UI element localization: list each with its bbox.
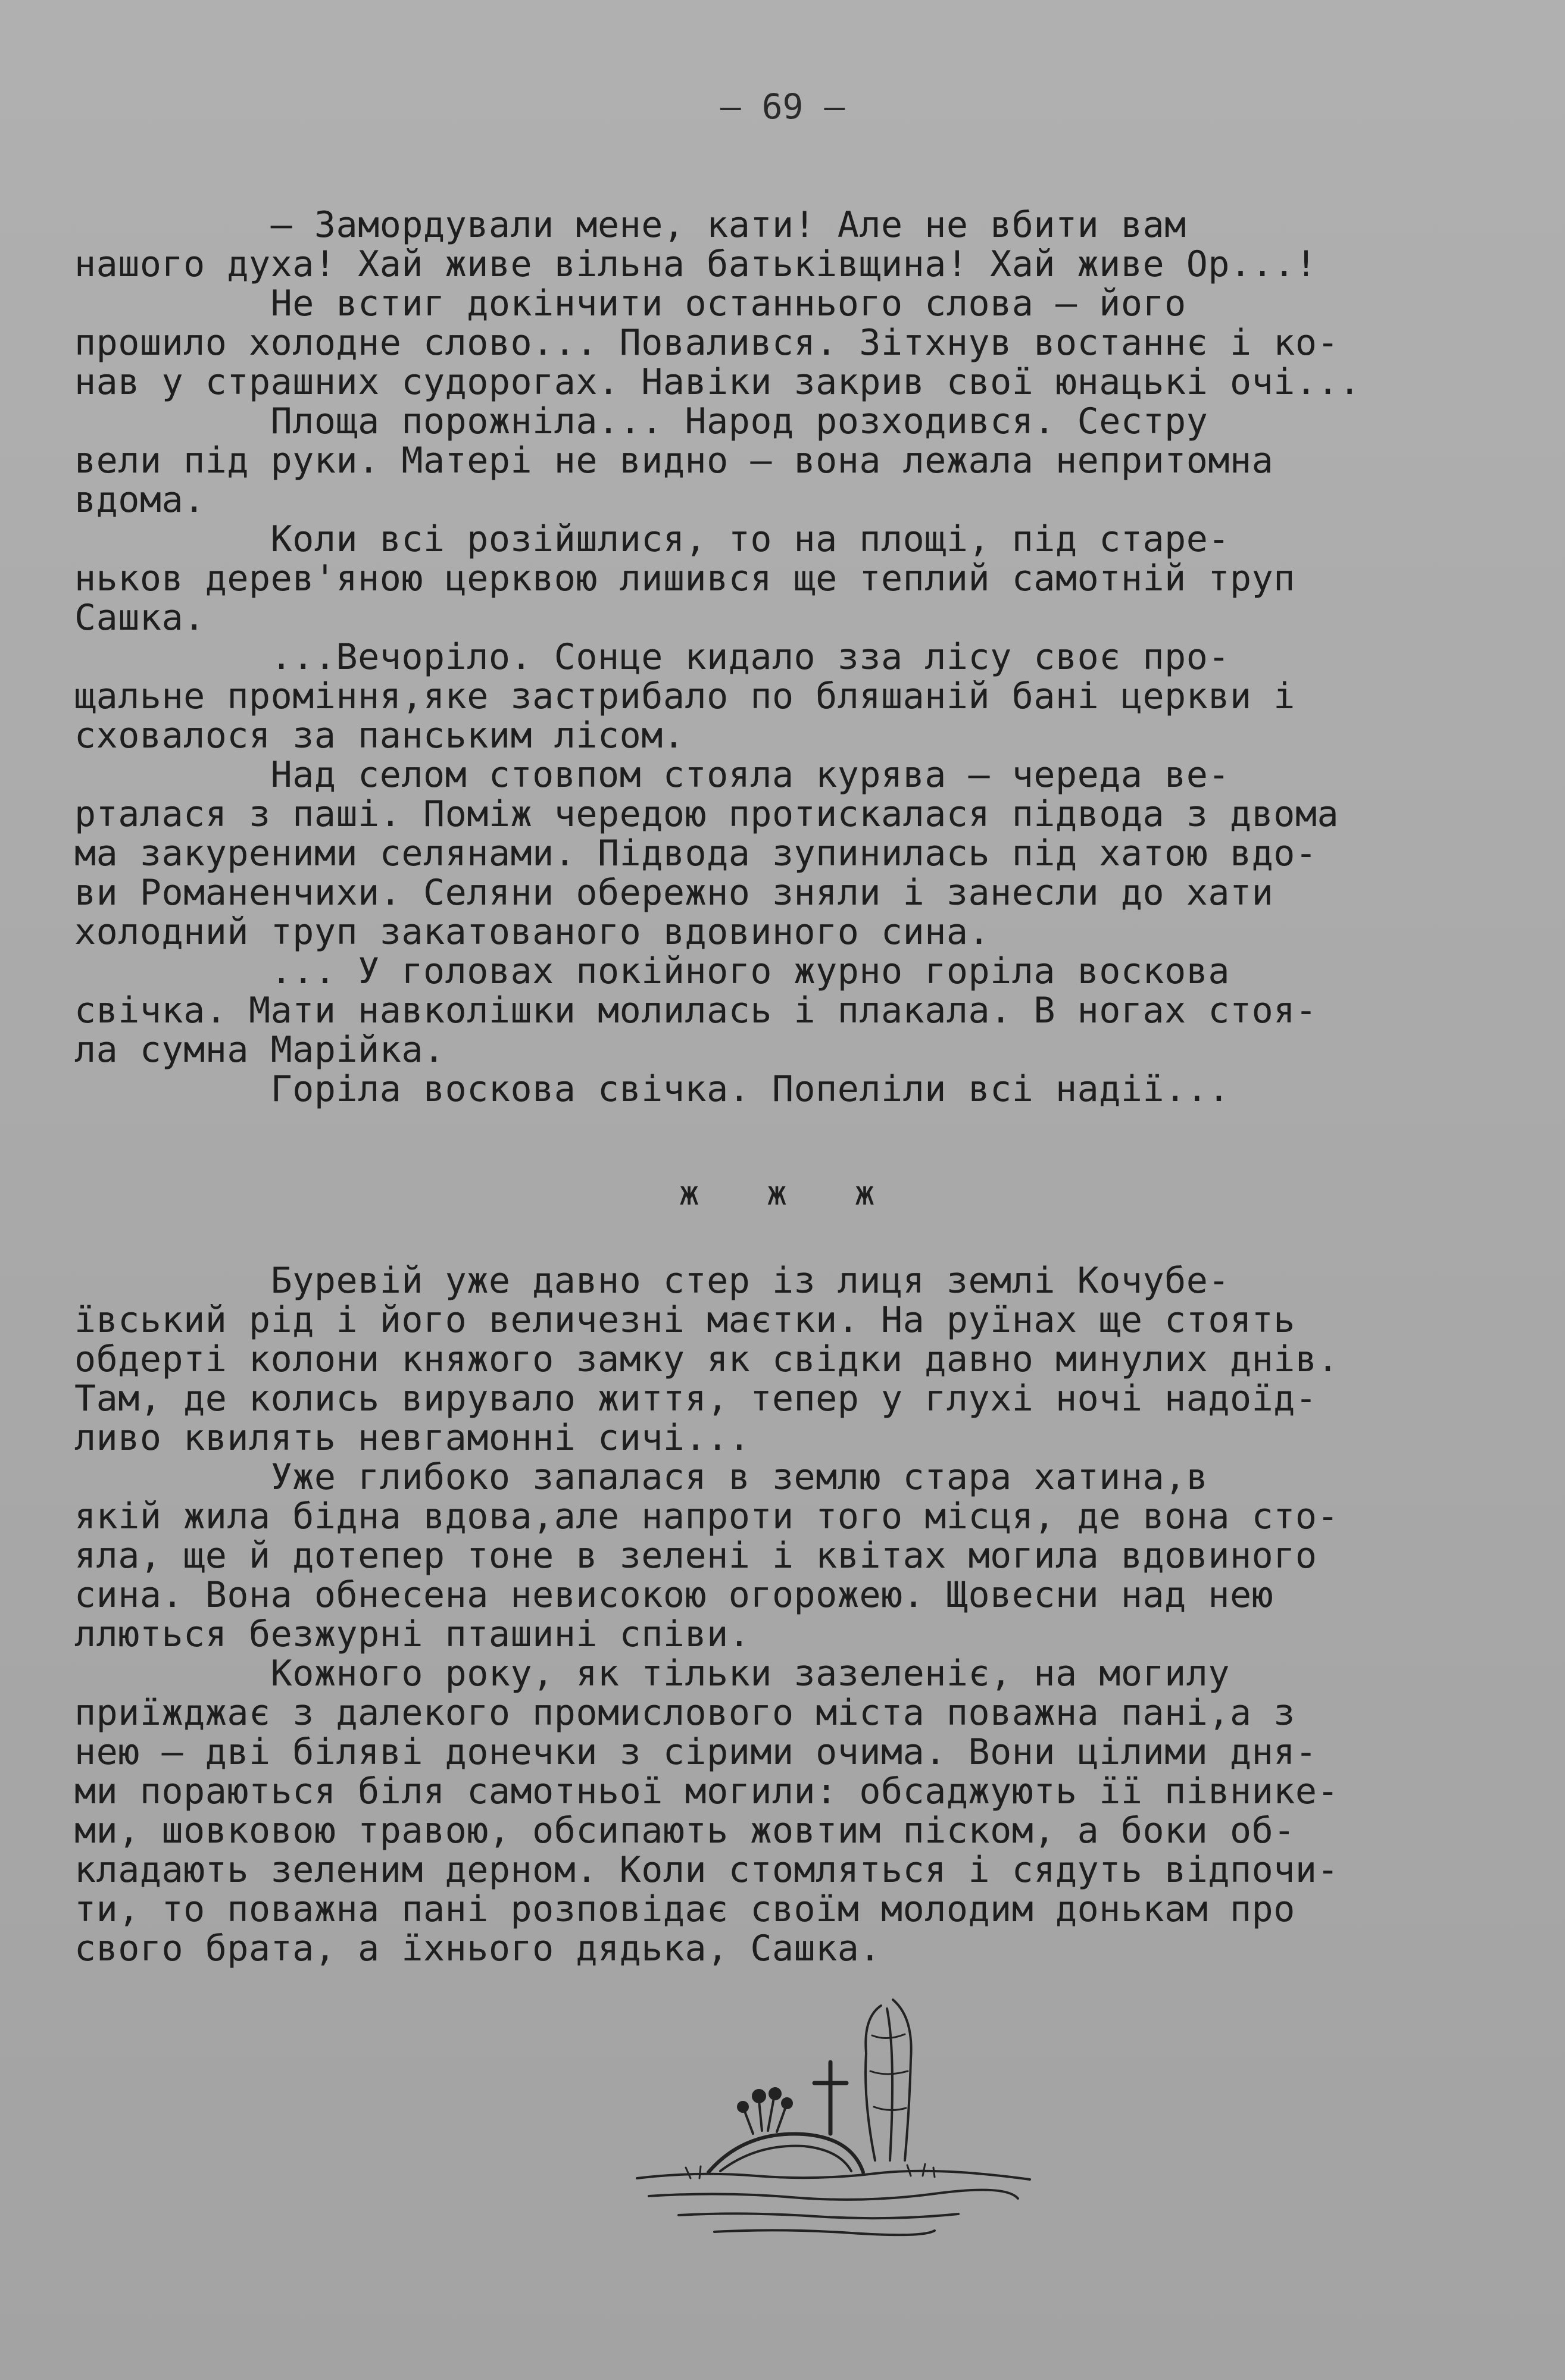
grave-illustration	[625, 1982, 1042, 2256]
text-line: — Замордували мене, кати! Але не вбити вам	[74, 205, 1186, 245]
text-line: ливо квилять невгамонні сичі...	[74, 1418, 751, 1458]
text-line: сховалося за панським лісом.	[74, 716, 685, 755]
text-line: вдома.	[74, 480, 205, 520]
text-line: нею — дві біляві донечки з сірими очима. Вони цілими дня-	[74, 1732, 1317, 1772]
text-line: ньков дерев'яною церквою лишився ще теплий самотній труп	[74, 559, 1295, 598]
text-line: Горіла воскова свічка. Попеліли всі надії...	[74, 1069, 1230, 1109]
text-line: ми пораються біля самотньої могили: обсаджують її півнике-	[74, 1772, 1339, 1811]
text-line: ллються безжурні пташині співи.	[74, 1615, 751, 1654]
text-line: ти, то поважна пані розповідає своїм молодим донькам про	[74, 1890, 1295, 1929]
text-section-after	[74, 1261, 1503, 1968]
text-line: Уже глибоко запалася в землю стара хатина,в	[74, 1458, 1208, 1497]
page-number: — 69 —	[720, 86, 845, 127]
text-line: Сашка.	[74, 598, 205, 637]
text-line: свічка. Мати навколішки молилась і плакала. В ногах стоя-	[74, 991, 1317, 1030]
text-line: ...Вечоріло. Сонце кидало зза лісу своє про-	[74, 637, 1230, 677]
text-section-before	[74, 205, 1503, 1109]
text-line: вели під руки. Матері не видно — вона лежала непритомна	[74, 441, 1274, 480]
text-line: ла сумна Марійка.	[74, 1030, 445, 1069]
text-line: нашого духа! Хай живе вільна батьківщина! Хай живе Ор...!	[74, 245, 1317, 284]
text-line: холодний труп закатованого вдовиного сина.	[74, 912, 991, 952]
text-line: рталася з паші. Поміж чередою протискалася підвода з двома	[74, 795, 1339, 834]
text-line: Буревій уже давно стер із лиця землі Кочубе-	[74, 1261, 1230, 1300]
text-line: сина. Вона обнесена невисокою огорожею. Щовесни над нею	[74, 1575, 1274, 1615]
text-line: ма закуреними селянами. Підвода зупинилась під хатою вдо-	[74, 834, 1317, 873]
text-line: щальне проміння,яке застрибало по бляшаній бані церкви і	[74, 677, 1295, 716]
text-line: нав у страшних судорогах. Навіки закрив свої юнацькі очі...	[74, 362, 1361, 402]
spacer	[74, 1214, 1503, 1261]
text-line: Кожного року, як тільки зазеленіє, на могилу	[74, 1654, 1230, 1693]
main-text	[74, 205, 1503, 1968]
text-line: прошило холодне слово... Повалився. Зітхнув востаннє і ко-	[74, 323, 1339, 362]
section-separator: ж ж ж	[679, 1174, 899, 1213]
text-line: кладають зеленим дерном. Коли стомляться і сядуть відпочи-	[74, 1850, 1339, 1890]
text-line: яла, ще й дотепер тоне в зелені і квітах могила вдовиного	[74, 1536, 1317, 1575]
spacer	[74, 1109, 1503, 1174]
text-line: ми, шовковою травою, обсипають жовтим піском, а боки об-	[74, 1811, 1295, 1850]
text-line: ... У головах покійного журно горіла воскова	[74, 952, 1230, 991]
text-line: Над селом стовпом стояла курява — череда ве-	[74, 755, 1230, 795]
text-line: Не встиг докінчити останнього слова — його	[74, 284, 1186, 323]
text-line: приїжджає з далекого промислового міста поважна пані,а з	[74, 1693, 1295, 1732]
text-line: ївський рід і його величезні маєтки. На руїнах ще стоять	[74, 1300, 1295, 1340]
text-line: якій жила бідна вдова,але напроти того місця, де вона сто-	[74, 1497, 1339, 1536]
text-line: ви Романенчихи. Селяни обережно зняли і занесли до хати	[74, 873, 1274, 912]
text-line: свого брата, а їхнього дядька, Сашка.	[74, 1929, 882, 1968]
text-line: обдерті колони княжого замку як свідки давно минулих днів.	[74, 1340, 1339, 1379]
text-line: Там, де колись вирувало життя, тепер у глухі ночі надоїд-	[74, 1379, 1317, 1418]
text-line: Коли всі розійшлися, то на площі, під старе-	[74, 520, 1230, 559]
text-line: Площа порожніла... Народ розходився. Сестру	[74, 402, 1208, 441]
